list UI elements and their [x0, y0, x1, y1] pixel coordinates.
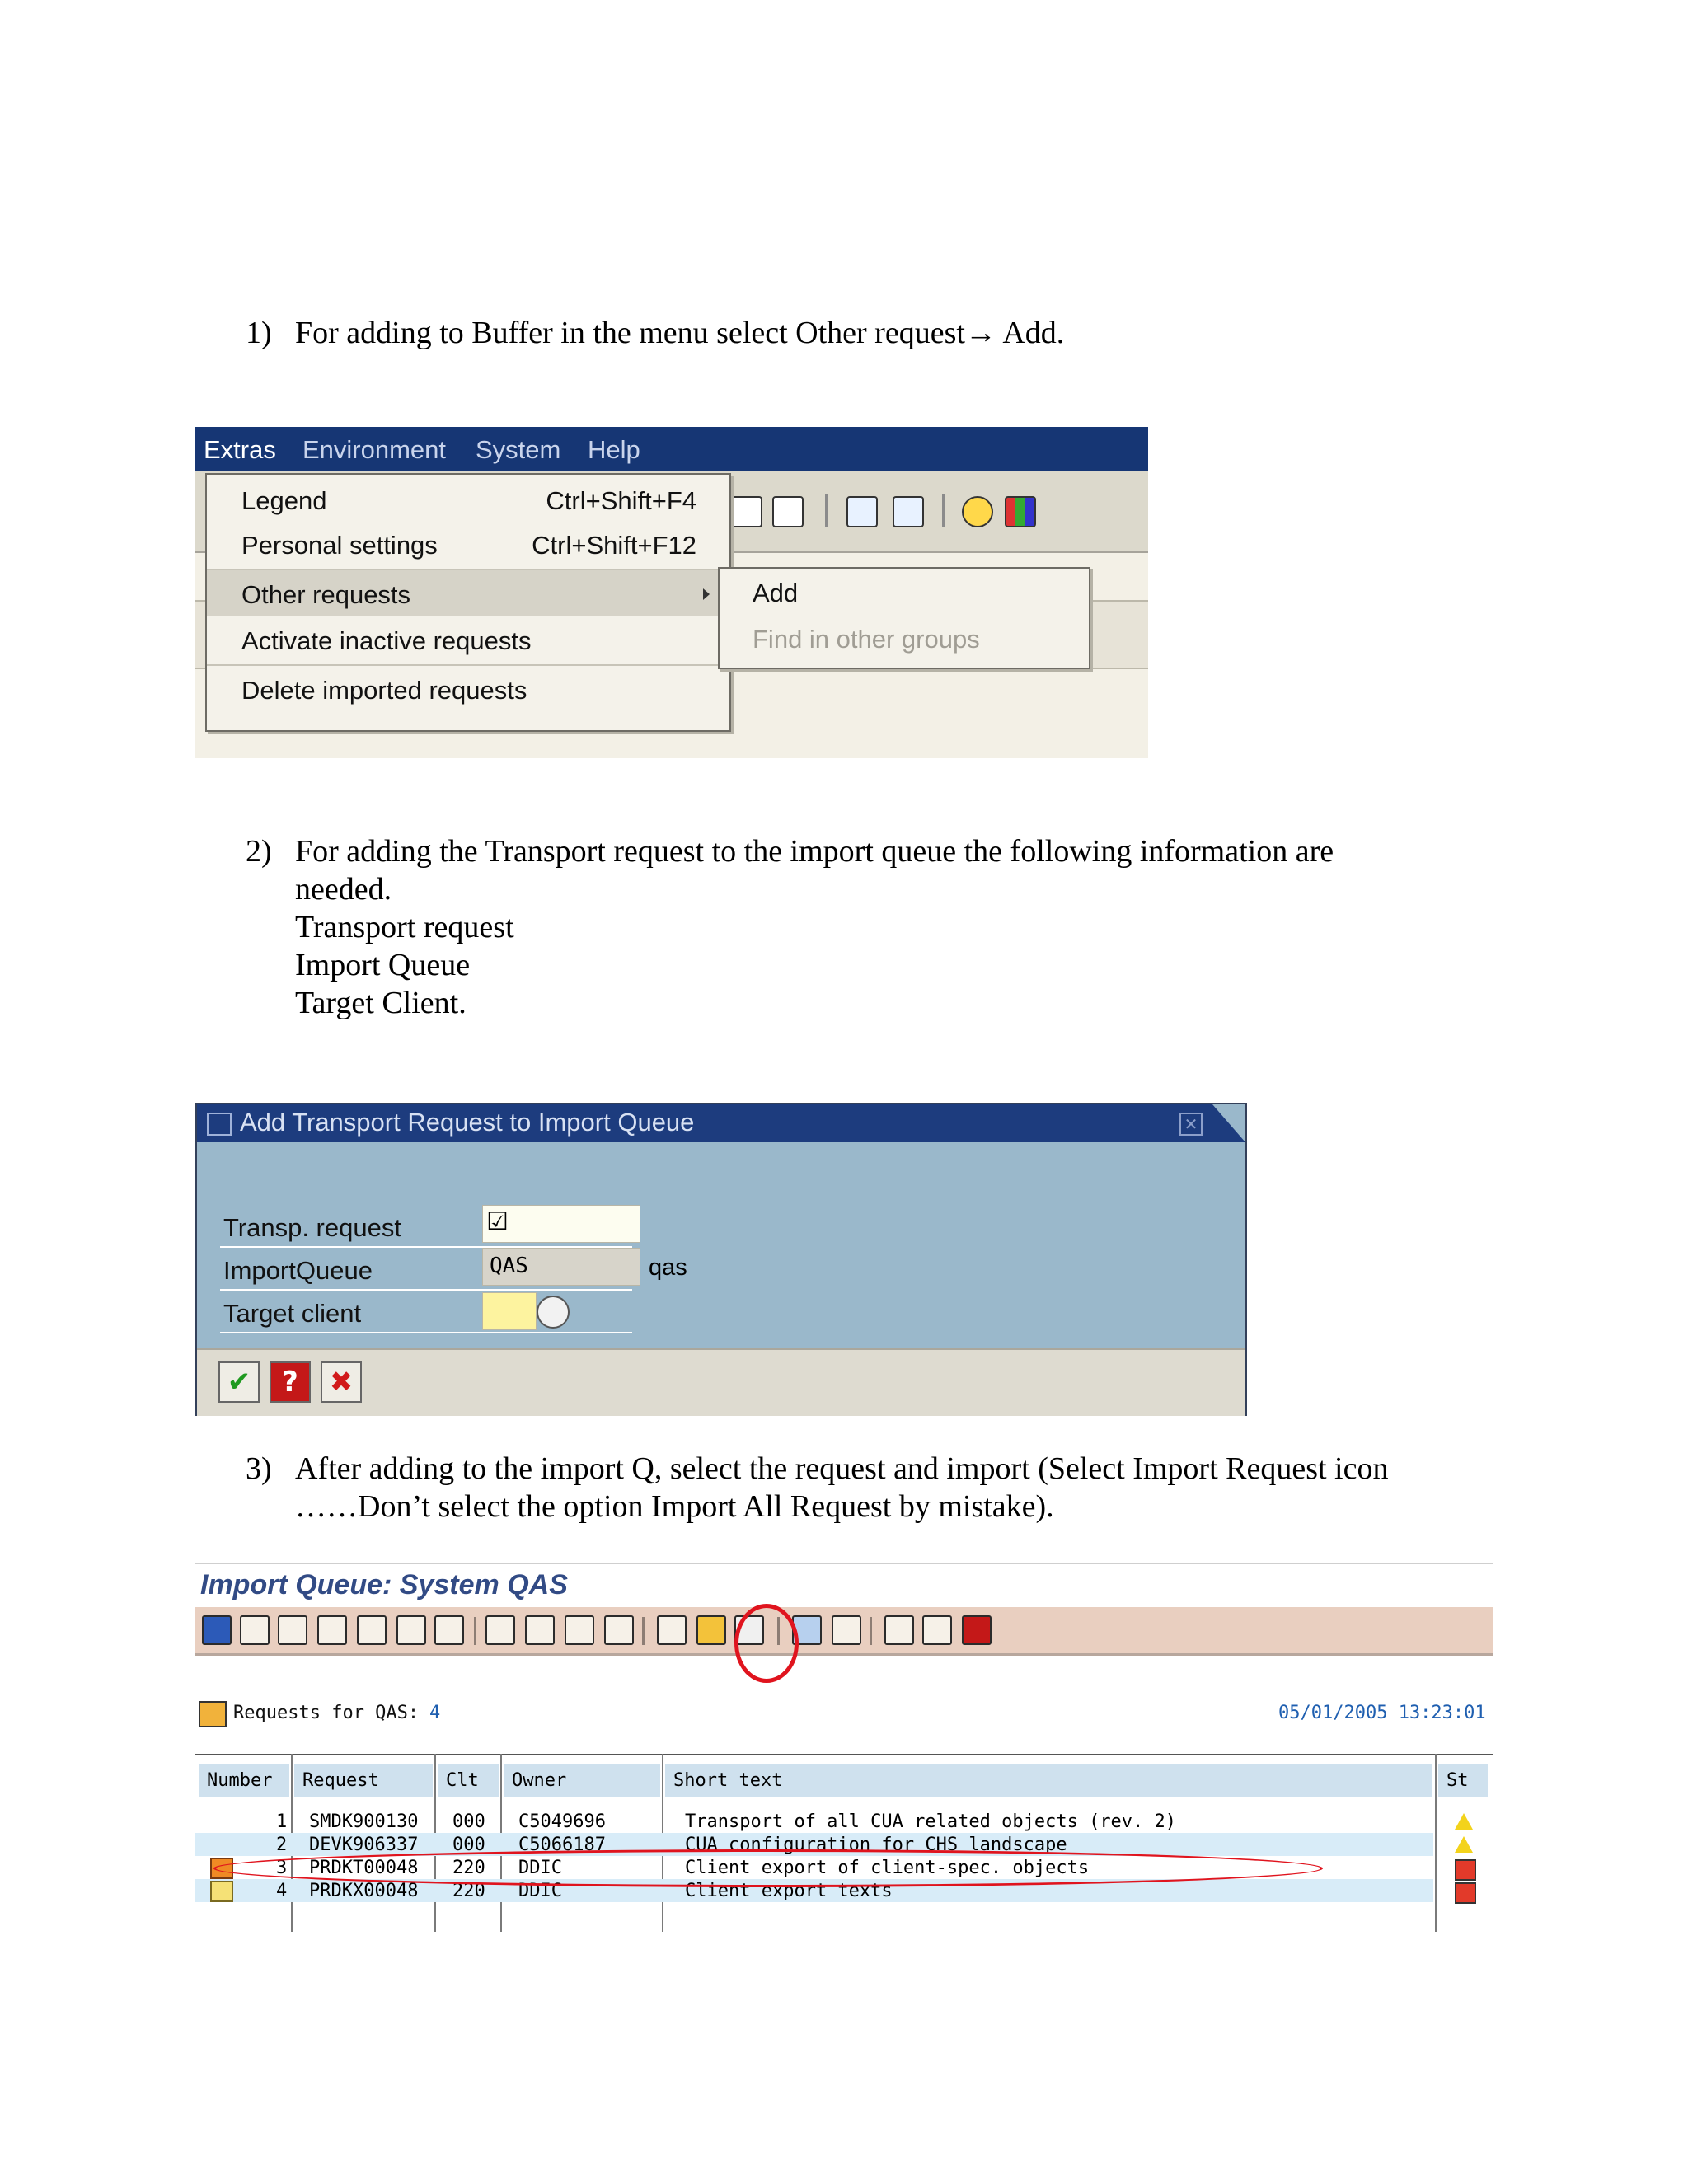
menu-extras[interactable]: Extras [204, 435, 276, 464]
field-value: QAS [490, 1254, 528, 1278]
menu-item-label: Personal settings [241, 531, 438, 560]
column-header-short-text[interactable]: Short text [665, 1764, 1432, 1797]
menu-system[interactable]: System [476, 435, 561, 464]
settings-icon[interactable] [846, 496, 878, 527]
toolbar-separator [825, 494, 828, 527]
filter-icon[interactable] [278, 1615, 307, 1645]
help-icon[interactable] [962, 1615, 992, 1645]
toolbar-separator [474, 1617, 476, 1645]
table-row[interactable]: 4 PRDKX00048 220 DDIC Client export texts [195, 1879, 1433, 1902]
table-row[interactable]: 2 DEVK906337 000 C5066187 CUA configuration for CHS landscape [195, 1833, 1433, 1856]
menu-item-personal-settings[interactable] [207, 521, 729, 567]
queue-toolbar [195, 1607, 1493, 1656]
menu-bar [195, 427, 1148, 471]
menu-item-other-requests[interactable] [207, 570, 729, 616]
truck-icon [199, 1701, 227, 1727]
menu-environment[interactable]: Environment [302, 435, 447, 464]
step-text: For adding to Buffer in the menu select Other request→ Add. [295, 316, 1065, 350]
import-queue-description: qas [649, 1254, 687, 1281]
menu-item-shortcut: Ctrl+Shift+F12 [532, 531, 696, 560]
step-1 [246, 314, 1482, 355]
layout-menu-icon[interactable] [1005, 496, 1036, 527]
details-icon[interactable] [525, 1615, 555, 1645]
checkbox-icon: ☑ [486, 1207, 509, 1236]
print-icon[interactable] [240, 1615, 270, 1645]
menu-item-label: Delete imported requests [241, 676, 528, 705]
toolbar-separator [942, 494, 945, 527]
truck-status-icon [1455, 1882, 1476, 1904]
set-filter-icon[interactable] [396, 1615, 426, 1645]
submenu-arrow-icon [703, 588, 710, 600]
step-text-line: After adding to the import Q, select the request and import (Select Import Request icon [295, 1451, 1389, 1486]
column-header-status[interactable]: St [1438, 1764, 1488, 1797]
menu-screenshot [195, 427, 1148, 758]
warning-triangle-icon [1455, 1836, 1473, 1853]
highlight-ellipse [213, 1849, 1323, 1887]
dialog-title-bar [197, 1104, 1245, 1142]
field-label: Target client [223, 1299, 362, 1328]
menu-item-label: Activate inactive requests [241, 626, 532, 655]
requests-label: Requests for QAS: [233, 1703, 420, 1723]
step-text-line: Import Queue [295, 948, 471, 982]
columns-icon[interactable] [922, 1615, 952, 1645]
field-label: ImportQueue [223, 1256, 373, 1285]
value-help-icon[interactable] [537, 1296, 570, 1329]
page-title: Import Queue: System QAS [200, 1569, 568, 1601]
dialog-edit-icon [207, 1113, 232, 1136]
add-request-dialog [195, 1103, 1247, 1416]
import-queue-screenshot [195, 1563, 1493, 1932]
step-text-line: ……Don’t select the option Import All Request by mistake). [295, 1489, 1054, 1524]
create-session-icon[interactable] [731, 496, 762, 527]
step-number: 1) [246, 316, 272, 350]
import-queue-input [482, 1248, 640, 1286]
step-number: 2) [246, 834, 272, 869]
step-text-line: needed. [295, 872, 392, 907]
other-requests-submenu [718, 567, 1090, 669]
step-text-line: Target Client. [295, 986, 467, 1020]
cancel-button[interactable]: ✖ [321, 1361, 362, 1403]
requests-count: 4 [429, 1703, 441, 1723]
step-2 [246, 832, 1482, 1030]
column-header-owner[interactable]: Owner [504, 1764, 660, 1797]
table-row-selected[interactable]: 3 PRDKT00048 220 DDIC Client export of client-spec. objects [276, 1858, 1090, 1878]
close-icon[interactable]: ✕ [1179, 1113, 1203, 1136]
field-label: Transp. request [223, 1213, 401, 1242]
edit-list-icon[interactable] [565, 1615, 594, 1645]
column-header-clt[interactable]: Clt [438, 1764, 499, 1797]
column-divider [1435, 1754, 1437, 1932]
help-icon[interactable] [962, 496, 993, 527]
request-document-icon [210, 1881, 233, 1902]
import-all-requests-icon[interactable] [696, 1615, 726, 1645]
step-text-line: For adding the Transport request to the import queue the following information are [295, 834, 1334, 869]
field-row-target-client [220, 1292, 632, 1333]
dialog-button-bar [197, 1348, 1245, 1416]
requests-table [195, 1754, 1493, 1932]
step-3 [246, 1450, 1482, 1529]
menu-item-shortcut: Ctrl+Shift+F4 [546, 486, 696, 515]
step-number: 3) [246, 1451, 272, 1486]
timestamp: 05/01/2005 13:23:01 [1278, 1703, 1486, 1723]
signature-icon[interactable] [485, 1615, 515, 1645]
column-header-number[interactable]: Number [199, 1764, 289, 1797]
truck-log-icon[interactable] [832, 1615, 861, 1645]
zoom-icon[interactable] [357, 1615, 387, 1645]
title-corner [1212, 1104, 1245, 1142]
navigate-icon[interactable] [893, 496, 924, 527]
menu-item-activate-inactive[interactable] [207, 616, 729, 663]
highlight-circle [734, 1604, 799, 1683]
dialog-title: Add Transport Request to Import Queue [240, 1108, 695, 1137]
toolbar-separator [642, 1617, 645, 1645]
help-button[interactable]: ? [270, 1361, 311, 1403]
refresh-icon[interactable] [202, 1615, 232, 1645]
layout-icon[interactable] [884, 1615, 914, 1645]
submenu-item-find-in-other-groups: Find in other groups [753, 625, 980, 654]
menu-item-label: Legend [241, 486, 327, 515]
tree-icon[interactable] [434, 1615, 464, 1645]
step-text-line: Transport request [295, 910, 514, 944]
toolbar-separator [870, 1617, 872, 1645]
target-client-input[interactable] [482, 1292, 537, 1330]
menu-help[interactable]: Help [588, 435, 640, 464]
submenu-item-add[interactable]: Add [753, 579, 799, 607]
generate-shortcut-icon[interactable] [772, 496, 804, 527]
table-top-border [195, 1754, 1493, 1755]
document-icon[interactable] [604, 1615, 634, 1645]
menu-item-label: Other requests [241, 580, 411, 609]
menu-item-legend[interactable] [207, 476, 729, 523]
confirm-button[interactable]: ✔ [218, 1361, 260, 1403]
warning-triangle-icon [1455, 1813, 1473, 1830]
truck-status-icon [1455, 1859, 1476, 1881]
select-icon[interactable] [317, 1615, 347, 1645]
lock-icon[interactable] [657, 1615, 687, 1645]
extras-dropdown [205, 473, 731, 732]
transp-request-input[interactable] [482, 1205, 640, 1243]
table-row[interactable]: 1 SMDK900130 000 C5049696 Transport of all CUA related objects (rev. 2) [276, 1811, 1177, 1832]
column-header-request[interactable]: Request [294, 1764, 433, 1797]
menu-item-delete-imported[interactable] [207, 666, 729, 712]
